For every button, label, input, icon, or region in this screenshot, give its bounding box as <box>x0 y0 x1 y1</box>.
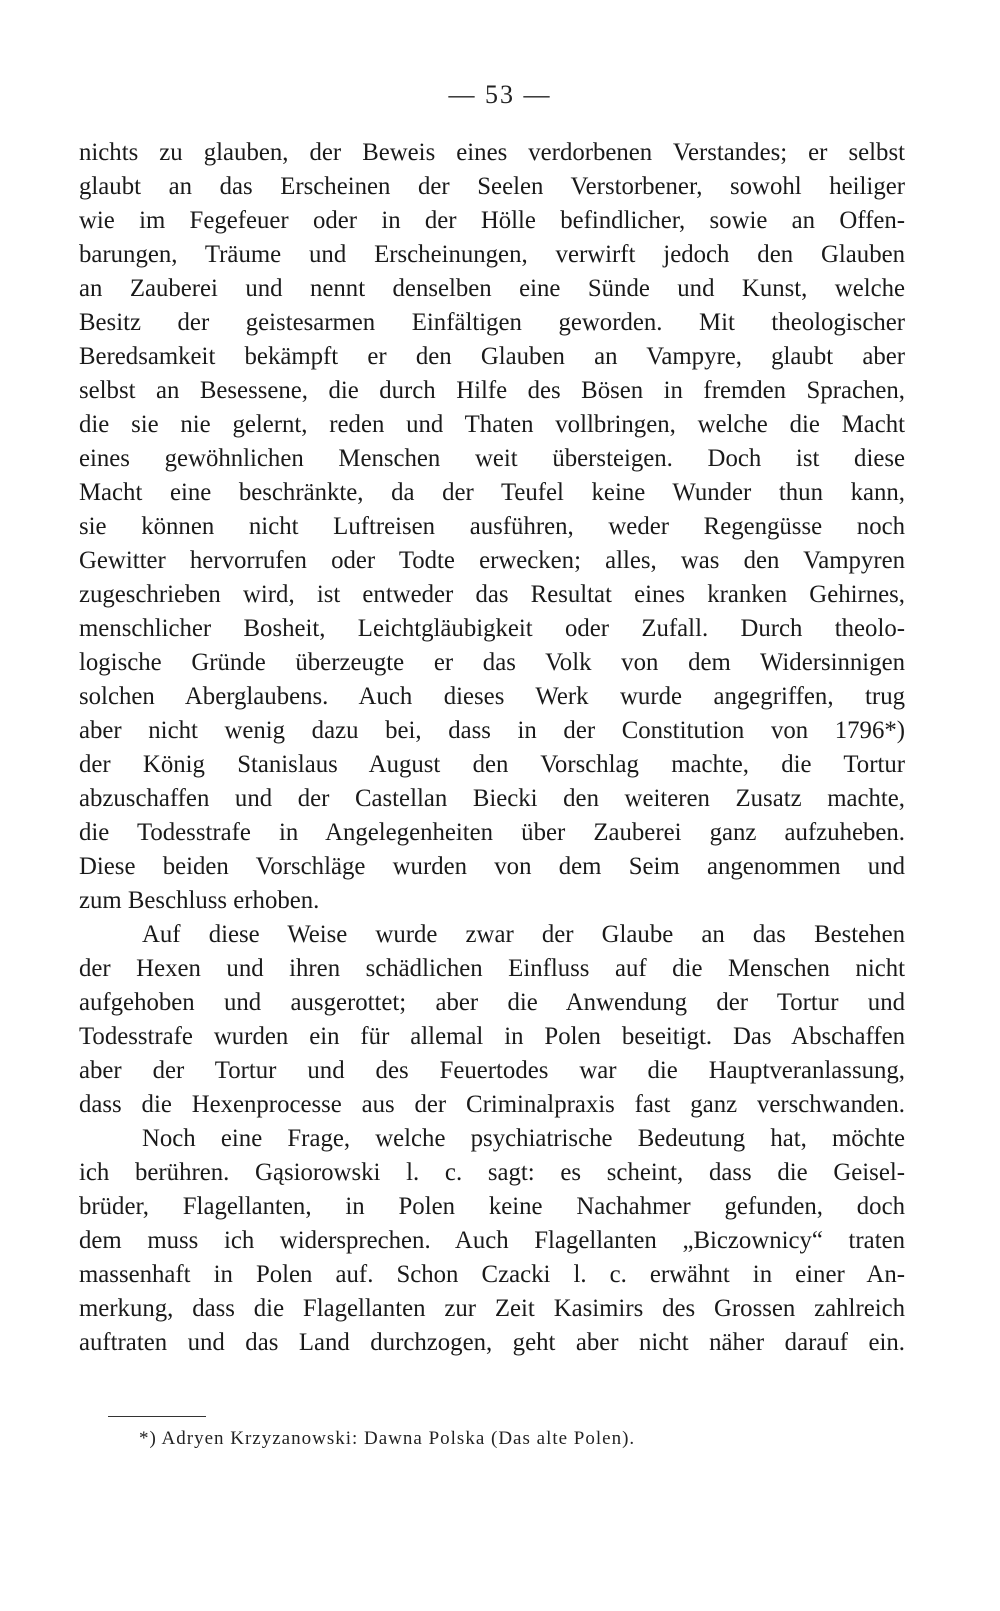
text-line: Besitz der geistesarmen Einfältigen geworden. Mit theologischer <box>79 309 905 336</box>
text-line: dass die Hexenprocesse aus der Criminalpraxis fast ganz verschwanden. <box>79 1091 905 1118</box>
text-line: aber nicht wenig dazu bei, dass in der Constitution von 1796*) <box>79 717 905 744</box>
paragraph-1 <box>79 136 905 918</box>
text-line: wie im Fegefeuer oder in der Hölle befindlicher, sowie an Offen- <box>79 207 905 234</box>
text-line: die Todesstrafe in Angelegenheiten über Zauberei ganz aufzuheben. <box>79 819 905 846</box>
text-line: auftraten und das Land durchzogen, geht aber nicht näher darauf ein. <box>79 1329 905 1356</box>
text-line: Todesstrafe wurden ein für allemal in Polen beseitigt. Das Abschaffen <box>79 1023 905 1050</box>
text-line: aber der Tortur und des Feuertodes war die Hauptveranlassung, <box>79 1057 905 1084</box>
text-line: die sie nie gelernt, reden und Thaten vollbringen, welche die Macht <box>79 411 905 438</box>
paragraph-3 <box>79 1122 905 1360</box>
text-line: an Zauberei und nennt denselben eine Sünde und Kunst, welche <box>79 275 905 302</box>
paragraph-2 <box>79 918 905 1122</box>
text-line: der Hexen und ihren schädlichen Einfluss auf die Menschen nicht <box>79 955 905 982</box>
text-line: Macht eine beschränkte, da der Teufel keine Wunder thun kann, <box>79 479 905 506</box>
text-line: dem muss ich widersprechen. Auch Flagellanten „Biczownicy“ traten <box>79 1227 905 1254</box>
text-line: der König Stanislaus August den Vorschlag machte, die Tortur <box>79 751 905 778</box>
page-number: — 53 — <box>448 80 552 109</box>
text-line: nichts zu glauben, der Beweis eines verdorbenen Verstandes; er selbst <box>79 139 905 166</box>
text-line: merkung, dass die Flagellanten zur Zeit Kasimirs des Grossen zahlreich <box>79 1295 905 1322</box>
text-line: ich berühren. Gąsiorowski l. c. sagt: es scheint, dass die Geisel- <box>79 1159 905 1186</box>
footnote: *) Adryen Krzyzanowski: Dawna Polska (Das alte Polen). <box>139 1428 636 1449</box>
text-line: selbst an Besessene, die durch Hilfe des Bösen in fremden Sprachen, <box>79 377 905 404</box>
text-line: solchen Aberglaubens. Auch dieses Werk wurde angegriffen, trug <box>79 683 905 710</box>
text-line: Auf diese Weise wurde zwar der Glaube an das Bestehen <box>142 921 905 948</box>
text-line: brüder, Flagellanten, in Polen keine Nachahmer gefunden, doch <box>79 1193 905 1220</box>
text-line: zugeschrieben wird, ist entweder das Resultat eines kranken Gehirnes, <box>79 581 905 608</box>
text-line: Gewitter hervorrufen oder Todte erwecken; alles, was den Vampyren <box>79 547 905 574</box>
text-line: Beredsamkeit bekämpft er den Glauben an Vampyre, glaubt aber <box>79 343 905 370</box>
text-line: barungen, Träume und Erscheinungen, verwirft jedoch den Glauben <box>79 241 905 268</box>
text-line: massenhaft in Polen auf. Schon Czacki l. c. erwähnt in einer An- <box>79 1261 905 1288</box>
body-text <box>79 136 905 1360</box>
text-line: logische Gründe überzeugte er das Volk von dem Widersinnigen <box>79 649 905 676</box>
text-line: sie können nicht Luftreisen ausführen, weder Regengüsse noch <box>79 513 905 540</box>
footnote-divider <box>108 1416 206 1417</box>
text-line: abzuschaffen und der Castellan Biecki den weiteren Zusatz machte, <box>79 785 905 812</box>
text-line: aufgehoben und ausgerottet; aber die Anwendung der Tortur und <box>79 989 905 1016</box>
text-line: Noch eine Frage, welche psychiatrische Bedeutung hat, möchte <box>142 1125 905 1152</box>
text-line: zum Beschluss erhoben. <box>79 887 320 914</box>
text-line: menschlicher Bosheit, Leichtgläubigkeit oder Zufall. Durch theolo- <box>79 615 905 642</box>
text-line: Diese beiden Vorschläge wurden von dem Seim angenommen und <box>79 853 905 880</box>
text-line: glaubt an das Erscheinen der Seelen Verstorbener, sowohl heiliger <box>79 173 905 200</box>
text-line: eines gewöhnlichen Menschen weit übersteigen. Doch ist diese <box>79 445 905 472</box>
